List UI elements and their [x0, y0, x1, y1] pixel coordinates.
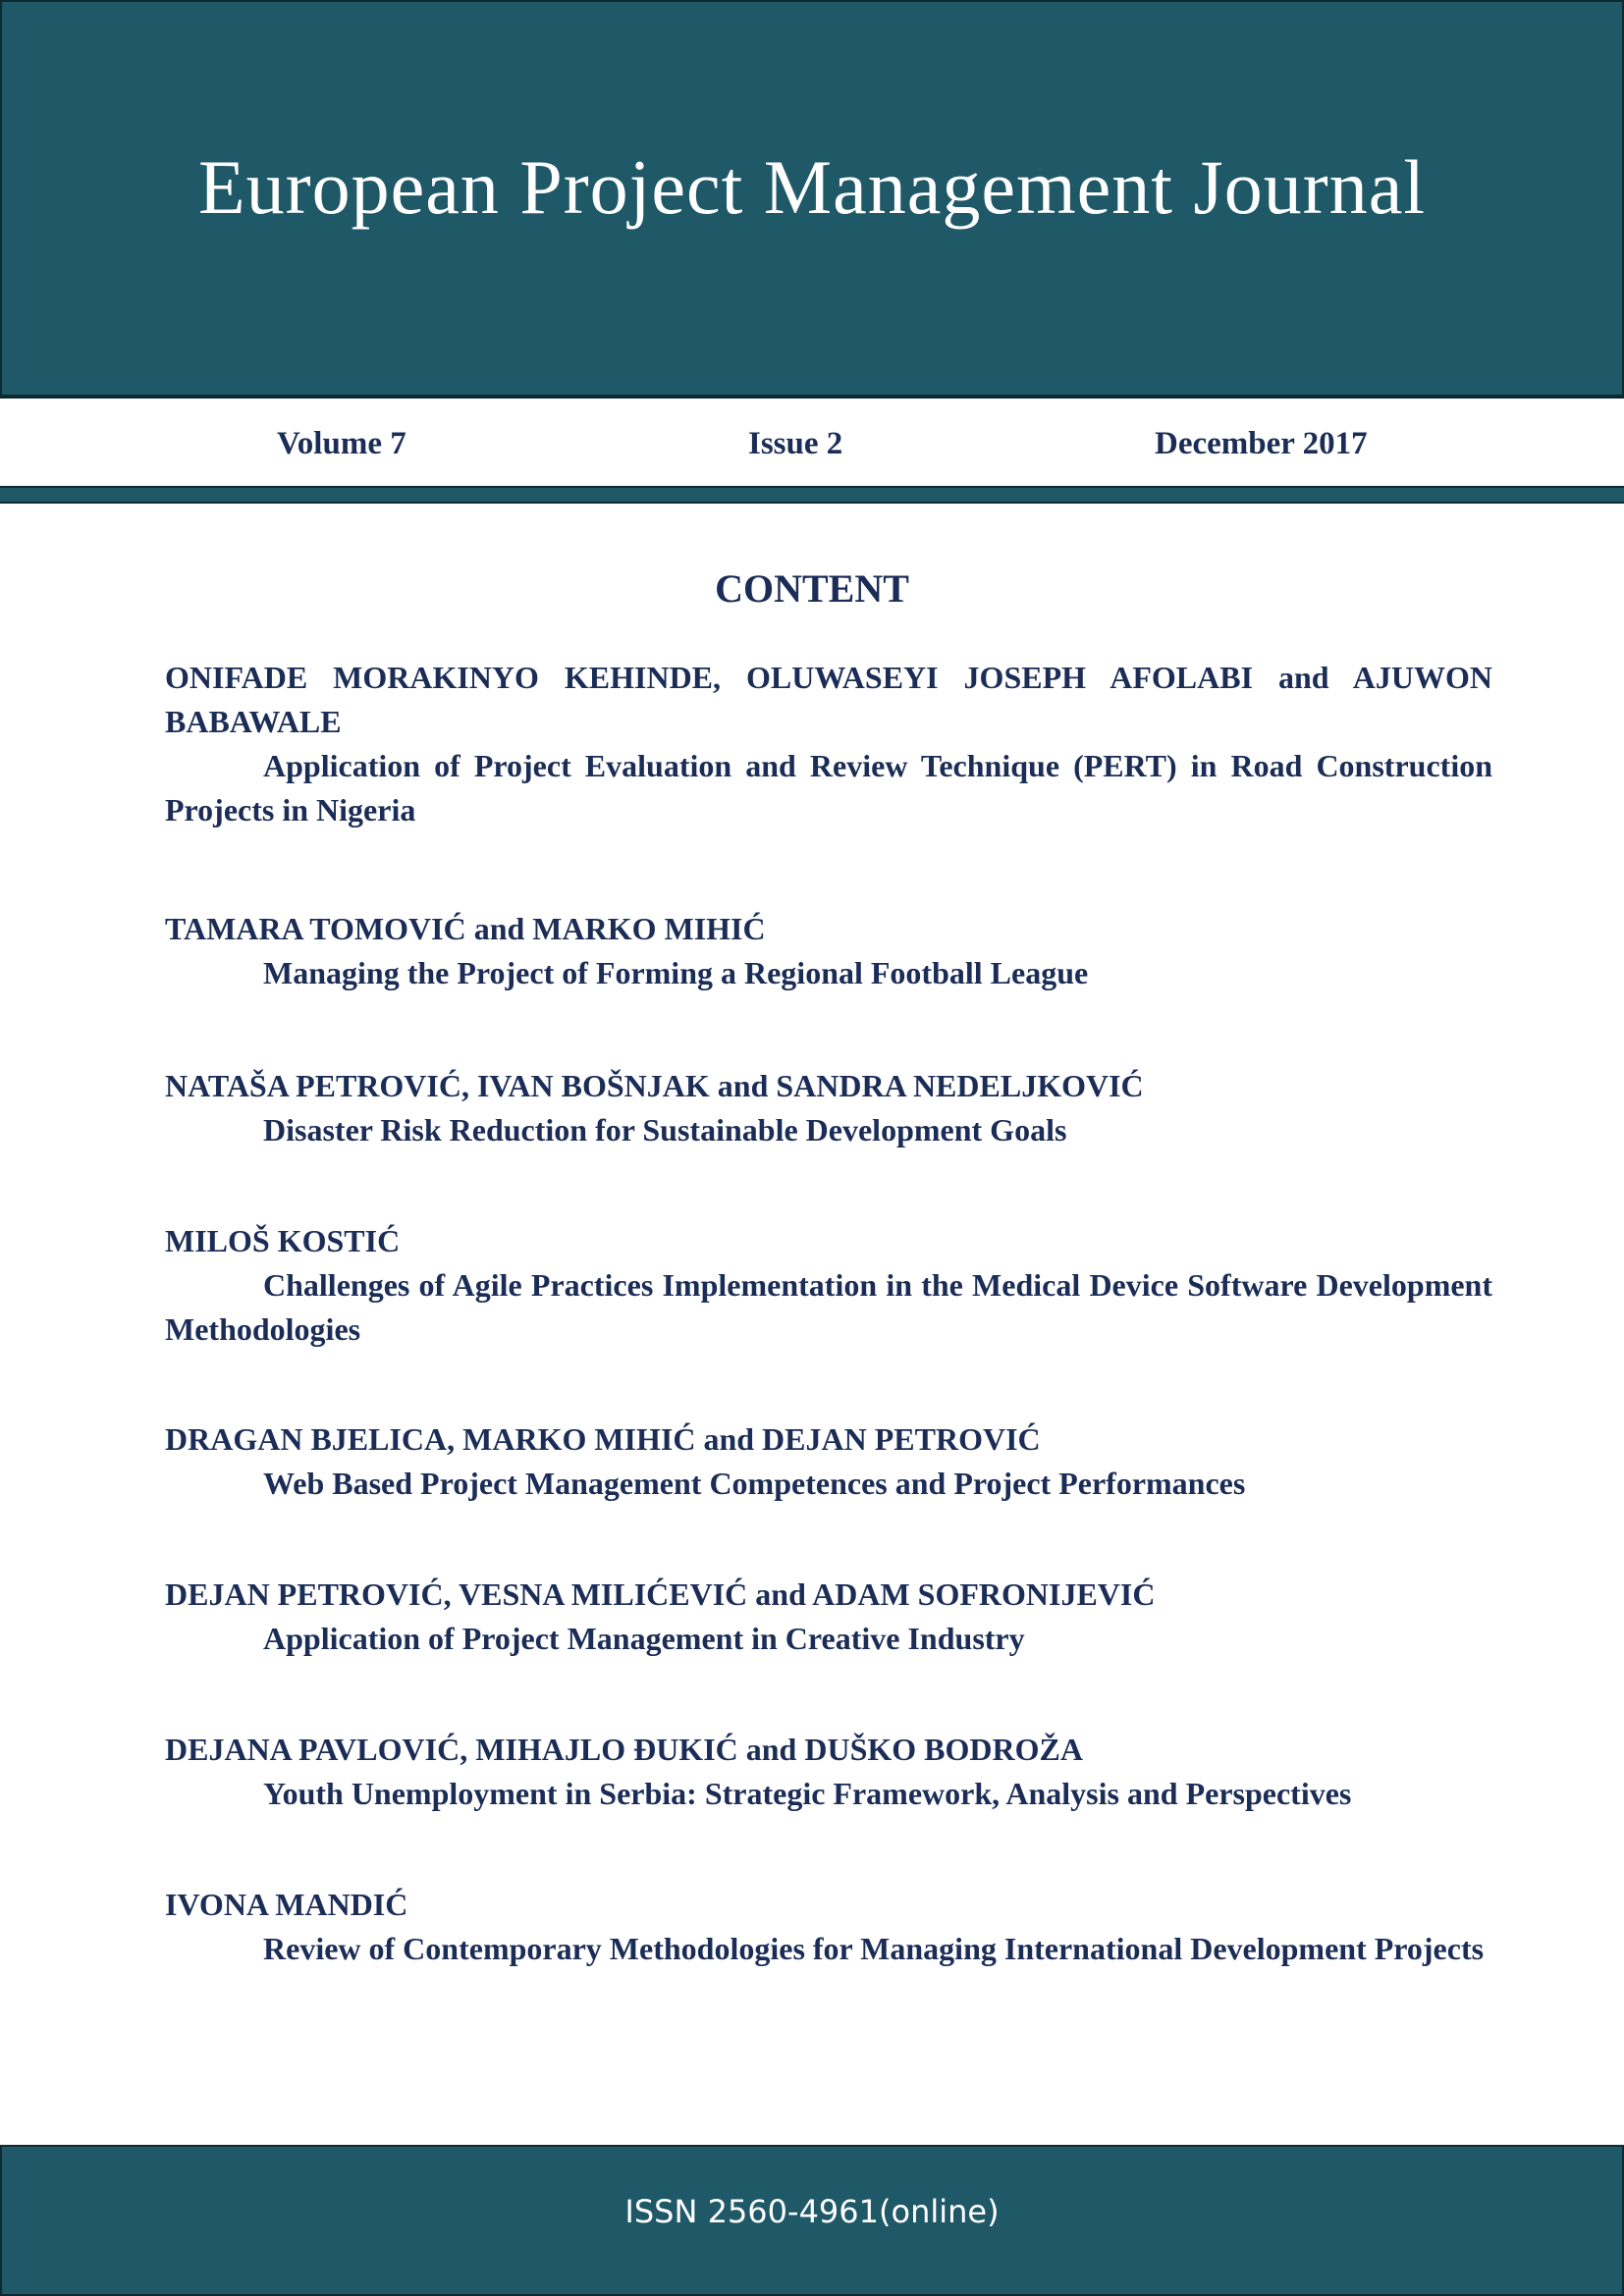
article-authors: ONIFADE MORAKINYO KEHINDE, OLUWASEYI JOSEPH AFOLABI and AJUWON BABAWALE: [165, 660, 1492, 739]
footer-band: [0, 2145, 1624, 2296]
article-title: Application of Project Evaluation and Review Technique (PERT) in Road Construction Projects in Nigeria: [165, 748, 1492, 828]
toc-entry: [165, 656, 1492, 832]
content-heading: CONTENT: [715, 566, 909, 611]
journal-title: European Project Management Journal: [197, 144, 1427, 230]
article-title: Review of Contemporary Methodologies for Managing International Development Projects: [263, 1931, 1485, 1966]
article-authors: DEJANA PAVLOVIĆ, MIHAJLO ĐUKIĆ and DUŠKO BODROŽA: [165, 1732, 1083, 1767]
article-authors: NATAŠA PETROVIĆ, IVAN BOŠNJAK and SANDRA NEDELJKOVIĆ: [165, 1068, 1144, 1103]
issue-number: Issue 2: [748, 426, 843, 461]
article-title: Web Based Project Management Competences and Project Performances: [263, 1466, 1246, 1501]
divider-bar: [0, 488, 1624, 504]
article-title: Application of Project Management in Creative Industry: [263, 1621, 1025, 1656]
article-authors: MILOŠ KOSTIĆ: [165, 1223, 401, 1258]
toc-entry: [165, 907, 1492, 995]
masthead: [0, 0, 1624, 397]
issue-volume: Volume 7: [277, 426, 406, 461]
toc-entry: [165, 1883, 1492, 1971]
issue-date: December 2017: [1155, 426, 1368, 461]
issue-info-band: [0, 397, 1624, 488]
toc-entry: [165, 1728, 1492, 1816]
issn-number: ISSN 2560-4961(online): [624, 2193, 1000, 2230]
article-authors: DRAGAN BJELICA, MARKO MIHIĆ and DEJAN PETROVIĆ: [165, 1421, 1041, 1457]
article-title: Youth Unemployment in Serbia: Strategic Framework, Analysis and Perspectives: [263, 1776, 1352, 1811]
article-title: Disaster Risk Reduction for Sustainable Development Goals: [263, 1112, 1067, 1148]
article-authors: TAMARA TOMOVIĆ and MARKO MIHIĆ: [165, 911, 766, 946]
article-authors: IVONA MANDIĆ: [165, 1887, 408, 1922]
article-authors: DEJAN PETROVIĆ, VESNA MILIĆEVIĆ and ADAM SOFRONIJEVIĆ: [165, 1576, 1156, 1612]
toc-entry: [165, 1219, 1492, 1352]
toc-entry: [165, 1064, 1492, 1152]
toc-entry: [165, 1417, 1492, 1506]
article-title: Managing the Project of Forming a Regional Football League: [263, 955, 1089, 990]
toc-entry: [165, 1573, 1492, 1661]
article-title: Challenges of Agile Practices Implementation in the Medical Device Software Development Methodologies: [165, 1267, 1492, 1347]
